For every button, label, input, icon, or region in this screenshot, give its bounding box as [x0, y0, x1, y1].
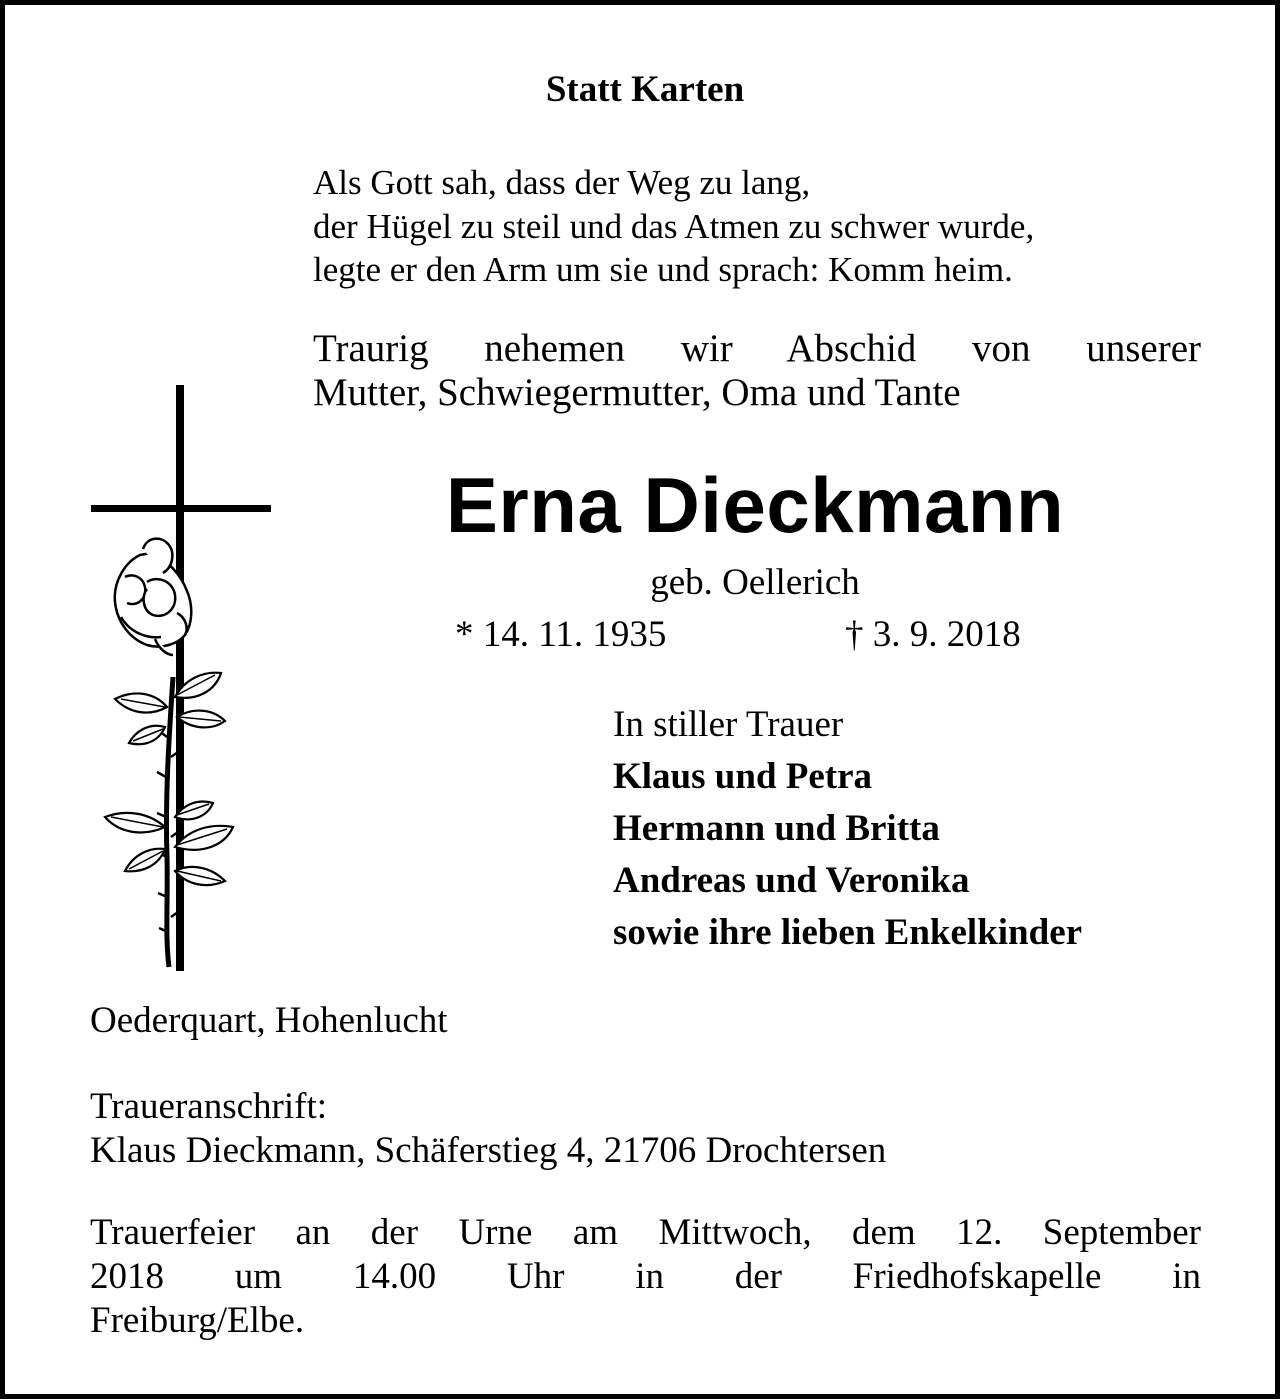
poem-line: legte er den Arm um sie und sprach: Komm heim. [313, 250, 1013, 289]
cross-with-rose-icon [85, 377, 285, 982]
intro-line: Traurig nehemen wir Abschid von unserer [313, 327, 1201, 370]
deceased-name: Erna Dieckmann [445, 461, 1065, 549]
mourner-name: Klaus und Petra [613, 756, 873, 797]
intro-text [313, 327, 1201, 415]
address-block [90, 1085, 1201, 1173]
poem-line: der Hügel zu steil und das Atmen zu schwer wurde, [313, 206, 1035, 246]
address-value: Klaus Dieckmann, Schäferstieg 4, 21706 Drochtersen [90, 1130, 887, 1171]
birth-date: * 14. 11. 1935 [455, 614, 667, 655]
ceremony-block [90, 1211, 1201, 1343]
death-date: † 3. 9. 2018 [845, 614, 1021, 655]
mourner-name: Andreas und Veronika [613, 860, 970, 901]
mourners-list [613, 699, 1253, 959]
places: Oederquart, Hohenlucht [90, 1000, 448, 1041]
poem-line: Als Gott sah, dass der Weg zu lang, [313, 163, 811, 202]
header-title: Statt Karten [545, 69, 745, 110]
ceremony-line: Freiburg/Elbe. [90, 1300, 305, 1341]
ceremony-line: Trauerfeier an der Urne am Mittwoch, dem 12. September [90, 1212, 1201, 1253]
intro-line: Mutter, Schwiegermutter, Oma und Tante [313, 371, 961, 414]
address-label: Traueranschrift: [90, 1086, 328, 1127]
poem [313, 161, 1213, 292]
mourner-name: Hermann und Britta [613, 808, 940, 849]
ceremony-line: 2018 um 14.00 Uhr in der Friedhofskapelle in [90, 1256, 1201, 1297]
maiden-name: geb. Oellerich [650, 562, 860, 603]
mourner-name: sowie ihre lieben Enkelkinder [613, 912, 1083, 953]
mourners-intro: In stiller Trauer [613, 704, 844, 745]
